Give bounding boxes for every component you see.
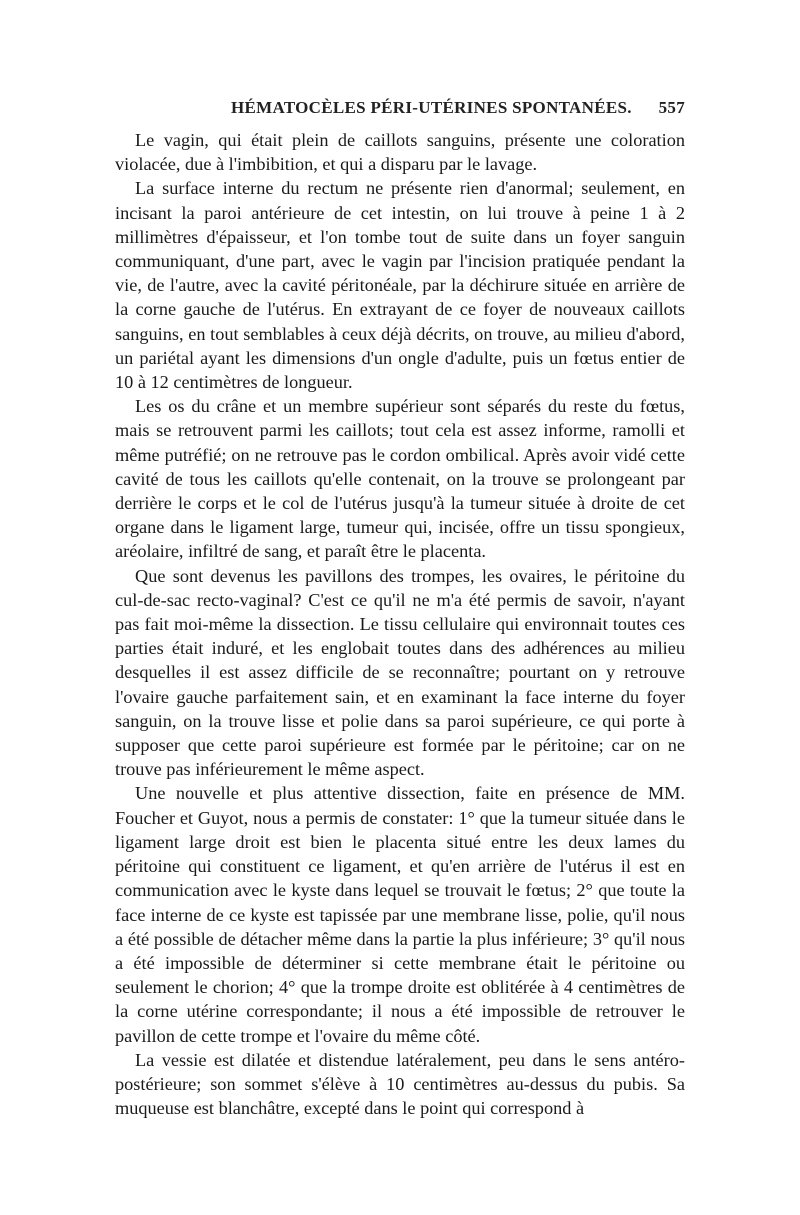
paragraph: Une nouvelle et plus attentive dissection, faite en présence de MM. Foucher et Guyot, nous a permis de constater: 1° que la tumeur située dans le ligament large droit est bien le placenta situé entre les deux lames du péritoine qui constituent ce ligament, et qu'en arrière de l'utérus il est en communication avec le kyste dans lequel se trouvait le fœtus; 2° que toute la face interne de ce kyste est tapissée par une membrane lisse, polie, qu'il nous a été possible de détacher même dans la partie la plus inférieure; 3° qu'il nous a été impossible de déterminer si cette membrane était le péritoine ou seulement le chorion; 4° que la trompe droite est oblitérée à 4 centimètres de la corne utérine correspondante; il nous a été impossible de retrouver le pavillon de cette trompe et l'ovaire du même côté. — [115, 783, 685, 1046]
paragraph: La surface interne du rectum ne présente rien d'anormal; seulement, en incisant la paroi antérieure de cet intestin, on lui trouve à peine 1 à 2 millimètres d'épaisseur, et l'on tombe tout de suite dans un foyer sanguin communiquant, d'une part, avec le vagin par l'incision pratiquée pendant la vie, de l'autre, avec la cavité péritonéale, par la déchirure située en arrière de la corne gauche de l'utérus. En extrayant de ce foyer de nouveaux caillots sanguins, en tout semblables à ceux déjà décrits, on trouve, au milieu d'abord, un pariétal ayant les dimensions d'un ongle d'adulte, puis un fœtus entier de 10 à 12 centimètres de longueur. — [115, 178, 685, 393]
paragraph: La vessie est dilatée et distendue latéralement, peu dans le sens antéro-postérieure; son sommet s'élève à 10 centimètres au-dessus du pubis. Sa muqueuse est blanchâtre, excepté dans le point qui correspond à — [115, 1049, 685, 1119]
page-body — [115, 128, 685, 1120]
running-title: HÉMATOCÈLES PÉRI-UTÉRINES SPONTANÉES. — [231, 98, 632, 117]
paragraph: Le vagin, qui était plein de caillots sanguins, présente une coloration violacée, due à l'imbibition, et qui a disparu par le lavage. — [115, 130, 685, 175]
page-number: 557 — [658, 98, 685, 117]
paragraph: Que sont devenus les pavillons des trompes, les ovaires, le péritoine du cul-de-sac recto-vaginal? C'est ce qu'il ne m'a été permis de savoir, n'ayant pas fait moi-même la dissection. Le tissu cellulaire qui environnait toutes ces parties était induré, et les englobait toutes dans des adhérences au milieu desquelles il est assez difficile de se reconnaître; pourtant on y retrouve l'ovaire gauche parfaitement sain, et en examinant la face interne du foyer sanguin, on la trouve lisse et polie dans sa paroi supérieure, ce qui porte à supposer que cette paroi supérieure est formée par le péritoine; car on ne trouve pas inférieurement le même aspect. — [115, 565, 685, 780]
paragraph: Les os du crâne et un membre supérieur sont séparés du reste du fœtus, mais se retrouvent parmi les caillots; tout cela est assez informe, ramolli et même putréfié; on ne retrouve pas le cordon ombilical. Après avoir vidé cette cavité de tous les caillots qu'elle contenait, on la trouve se prolongeant par derrière le corps et le col de l'utérus jusqu'à la tumeur située à droite de cet organe dans le ligament large, tumeur qui, incisée, offre un tissu spongieux, aréolaire, infiltré de sang, et paraît être le placenta. — [115, 396, 685, 562]
